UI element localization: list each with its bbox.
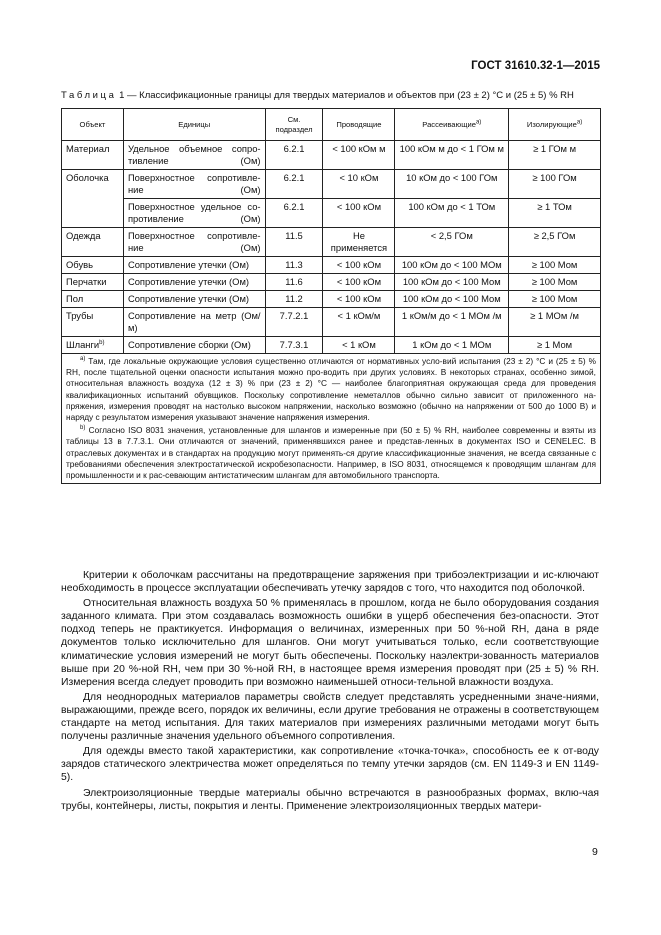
body-text	[61, 569, 599, 813]
body-paragraph: Электроизоляционные твердые материалы обычно встречаются в разнообразных формах, вклю-чая трубы, контейнеры, листы, покрытия и ленты. Применение электроизоляционных твердых матери-	[61, 787, 599, 812]
cell-units: Сопротивление утечки (Ом)	[123, 274, 265, 291]
cell-subsection: 6.2.1	[265, 199, 323, 228]
cell-conductive: < 1 кОм	[323, 337, 395, 354]
cell-dissipative: 10 кОм до < 100 ГОм	[395, 170, 509, 199]
table-row	[62, 228, 601, 257]
page-number: 9	[592, 846, 598, 858]
cell-insulating: ≥ 100 Мом	[509, 274, 601, 291]
cell-conductive: < 100 кОм м	[323, 141, 395, 170]
body-paragraph: Для неоднородных материалов параметры свойств следует представлять усредненными значе-ниями, выражающими, прежде всего, порядок их величины, если другие требования не отражены в соответствующем стандарте на метод испытания. Для таких материалов при измерениях различными методами могут быть получены различные значения удельного объемного сопротивления.	[61, 691, 599, 743]
header-insulating	[509, 109, 601, 141]
footnote-b-mark: b)	[80, 425, 86, 432]
table-row	[62, 291, 601, 308]
table-caption	[61, 90, 574, 101]
cell-conductive: < 100 кОм	[323, 274, 395, 291]
cell-subsection: 7.7.3.1	[265, 337, 323, 354]
header-subsection: См. подраздел	[265, 109, 323, 141]
table-caption-text: — Классификационные границы для твердых материалов и объектов при (23 ± 2) °С и (25 ± 5) % RH	[127, 90, 574, 101]
table-header-row	[62, 109, 601, 141]
table-notes	[62, 354, 601, 484]
cell-insulating: ≥ 1 МОм /м	[509, 308, 601, 337]
cell-dissipative: 100 кОм м до < 1 ГОм м	[395, 141, 509, 170]
footnote-mark-b: b)	[99, 339, 105, 346]
cell-object: Перчатки	[62, 274, 124, 291]
cell-subsection: 11.2	[265, 291, 323, 308]
table-caption-word: Таблица	[61, 90, 117, 101]
table-row	[62, 199, 601, 228]
cell-insulating: ≥ 100 Мом	[509, 291, 601, 308]
table-row	[62, 274, 601, 291]
cell-dissipative: < 2,5 ГОм	[395, 228, 509, 257]
cell-subsection: 7.7.2.1	[265, 308, 323, 337]
table-caption-number: 1	[119, 90, 125, 101]
footnote-b	[66, 425, 596, 481]
cell-dissipative: 100 кОм до < 100 Мом	[395, 291, 509, 308]
header-units: Единицы	[123, 109, 265, 141]
table-row	[62, 337, 601, 354]
cell-dissipative: 1 кОм до < 1 МОм	[395, 337, 509, 354]
footnote-b-text: Согласно ISO 8031 значения, установленные для шлангов и измеренные при (50 ± 5) % RH, наиболее современны и взяты из таблицы 13 в 7.7.3.1. Они отличаются от значений, применявшихся ранее и представ-ленных в документах ISO и CENELEC. В отраслевых документах и в стандартах на продукцию могут применять-ся другие классификационные значения, не всегда связанные с требованиями обеспечения электростатической искробезопасности. Например, в ISO 8031, относящемся к проводящим шлангам для промышленности и к рас-севающим антистатическим шлангам для автомобильного транспорта.	[66, 425, 596, 481]
cell-conductive: < 100 кОм	[323, 257, 395, 274]
cell-units: Сопротивление сборки (Ом)	[123, 337, 265, 354]
body-paragraph: Для одежды вместо такой характеристики, как сопротивление «точка-точка», способность ее к от-воду зарядов статического электричества может определяться по темпу утечки зарядов (см. EN 1149-3 и EN 1149-5).	[61, 746, 599, 784]
cell-dissipative: 100 кОм до < 100 МОм	[395, 257, 509, 274]
cell-units: Поверхностное удельное со-противление (Ом)	[123, 199, 265, 228]
cell-insulating: ≥ 1 Мом	[509, 337, 601, 354]
cell-object: Оболочка	[62, 170, 124, 228]
cell-insulating: ≥ 100 Мом	[509, 257, 601, 274]
cell-object: Материал	[62, 141, 124, 170]
cell-object: Обувь	[62, 257, 124, 274]
cell-insulating: ≥ 1 ТОм	[509, 199, 601, 228]
classification-table	[61, 108, 601, 484]
body-paragraph: Относительная влажность воздуха 50 % применялась в прошлом, когда не было оборудования создания заданного климата. При этом создавалась возможность ошибки в ущерб обеспечения без-опасности. Этот подход теперь не практикуется. Информация о величинах, измеренных при 50 %-ной RH, дана в ряде документов только исключительно для шлангов. Они могут учитываться только, если соответствующие климатические условия измерений не могут быть обеспечены. Поскольку наэлектри-зованность материалов выше при 20 %-ной RH, чем при 30 %-ной RH, в настоящее время измерения проводят при (25 ± 5) % RH. Измерения всегда следует проводить при возможно наименьшей относи-тельной влажности воздуха.	[61, 598, 599, 688]
footnote-a-text: Там, где локальные окружающие условия существенно отличаются от нормативных усло-вий испытания (23 ± 2) °С и (25 ± 5) % RH, после тщательной оценки опасности испытания можно про-водить при других условиях. В некоторых странах, особенно зимой, относительная влажность воздуха (12 ± 3) % при (23 ± 2) °С — наиболее благоприятная окружающая среда для проведения квалификационных испытаний обувщиков. Поскольку сопротивление неметаллов обычно сильно зависит от приложенного на-пряжения, измерения проводят на настолько высоком напряжении, насколько возможно (обычно на напряжении от 500 до 1000 В) и наряду с результатом измерения указывают значение напряжения измерения.	[66, 356, 596, 423]
table-row	[62, 308, 601, 337]
cell-subsection: 11.5	[265, 228, 323, 257]
footnote-a-mark: a)	[80, 356, 86, 363]
cell-units: Сопротивление утечки (Ом)	[123, 291, 265, 308]
cell-object-label: Шланги	[66, 339, 100, 350]
cell-dissipative: 100 кОм до < 1 ТОм	[395, 199, 509, 228]
cell-insulating: ≥ 1 ГОм м	[509, 141, 601, 170]
footnote-mark-a: a)	[576, 118, 583, 125]
table-row	[62, 257, 601, 274]
cell-object: Трубы	[62, 308, 124, 337]
body-paragraph: Критерии к оболочкам рассчитаны на предотвращение заряжения при трибоэлектризации и ис-ключают необходимость в процессе эксплуатации обеспечивать утечку зарядов с того, что находится под оболочкой.	[61, 570, 599, 595]
cell-subsection: 11.3	[265, 257, 323, 274]
cell-object: Пол	[62, 291, 124, 308]
cell-units: Поверхностное сопротивле-ние (Ом)	[123, 228, 265, 257]
cell-insulating: ≥ 100 ГОм	[509, 170, 601, 199]
cell-conductive: < 1 кОм/м	[323, 308, 395, 337]
document-standard-number: ГОСТ 31610.32-1—2015	[471, 60, 600, 72]
table-row	[62, 141, 601, 170]
cell-insulating: ≥ 2,5 ГОм	[509, 228, 601, 257]
footnote-mark-a: a)	[475, 118, 482, 125]
footnote-a	[66, 356, 596, 423]
cell-conductive: < 100 кОм	[323, 291, 395, 308]
cell-subsection: 11.6	[265, 274, 323, 291]
header-insulating-label: Изолирующие	[526, 119, 577, 129]
cell-conductive: < 100 кОм	[323, 199, 395, 228]
cell-conductive: < 10 кОм	[323, 170, 395, 199]
cell-object: Одежда	[62, 228, 124, 257]
cell-dissipative: 100 кОм до < 100 Мом	[395, 274, 509, 291]
header-dissipative	[395, 109, 509, 141]
cell-dissipative: 1 кОм/м до < 1 МОм /м	[395, 308, 509, 337]
header-conductive: Проводящие	[323, 109, 395, 141]
cell-subsection: 6.2.1	[265, 141, 323, 170]
cell-units: Сопротивление на метр (Ом/м)	[123, 308, 265, 337]
cell-units: Удельное объемное сопро-тивление (Ом)	[123, 141, 265, 170]
cell-units: Сопротивление утечки (Ом)	[123, 257, 265, 274]
header-object: Объект	[62, 109, 124, 141]
cell-units: Поверхностное сопротивле-ние (Ом)	[123, 170, 265, 199]
cell-object	[62, 337, 124, 354]
header-dissipative-label: Рассеивающие	[422, 119, 476, 129]
cell-conductive: Не применяется	[323, 228, 395, 257]
table-notes-row	[62, 354, 601, 484]
cell-subsection: 6.2.1	[265, 170, 323, 199]
table-row	[62, 170, 601, 199]
